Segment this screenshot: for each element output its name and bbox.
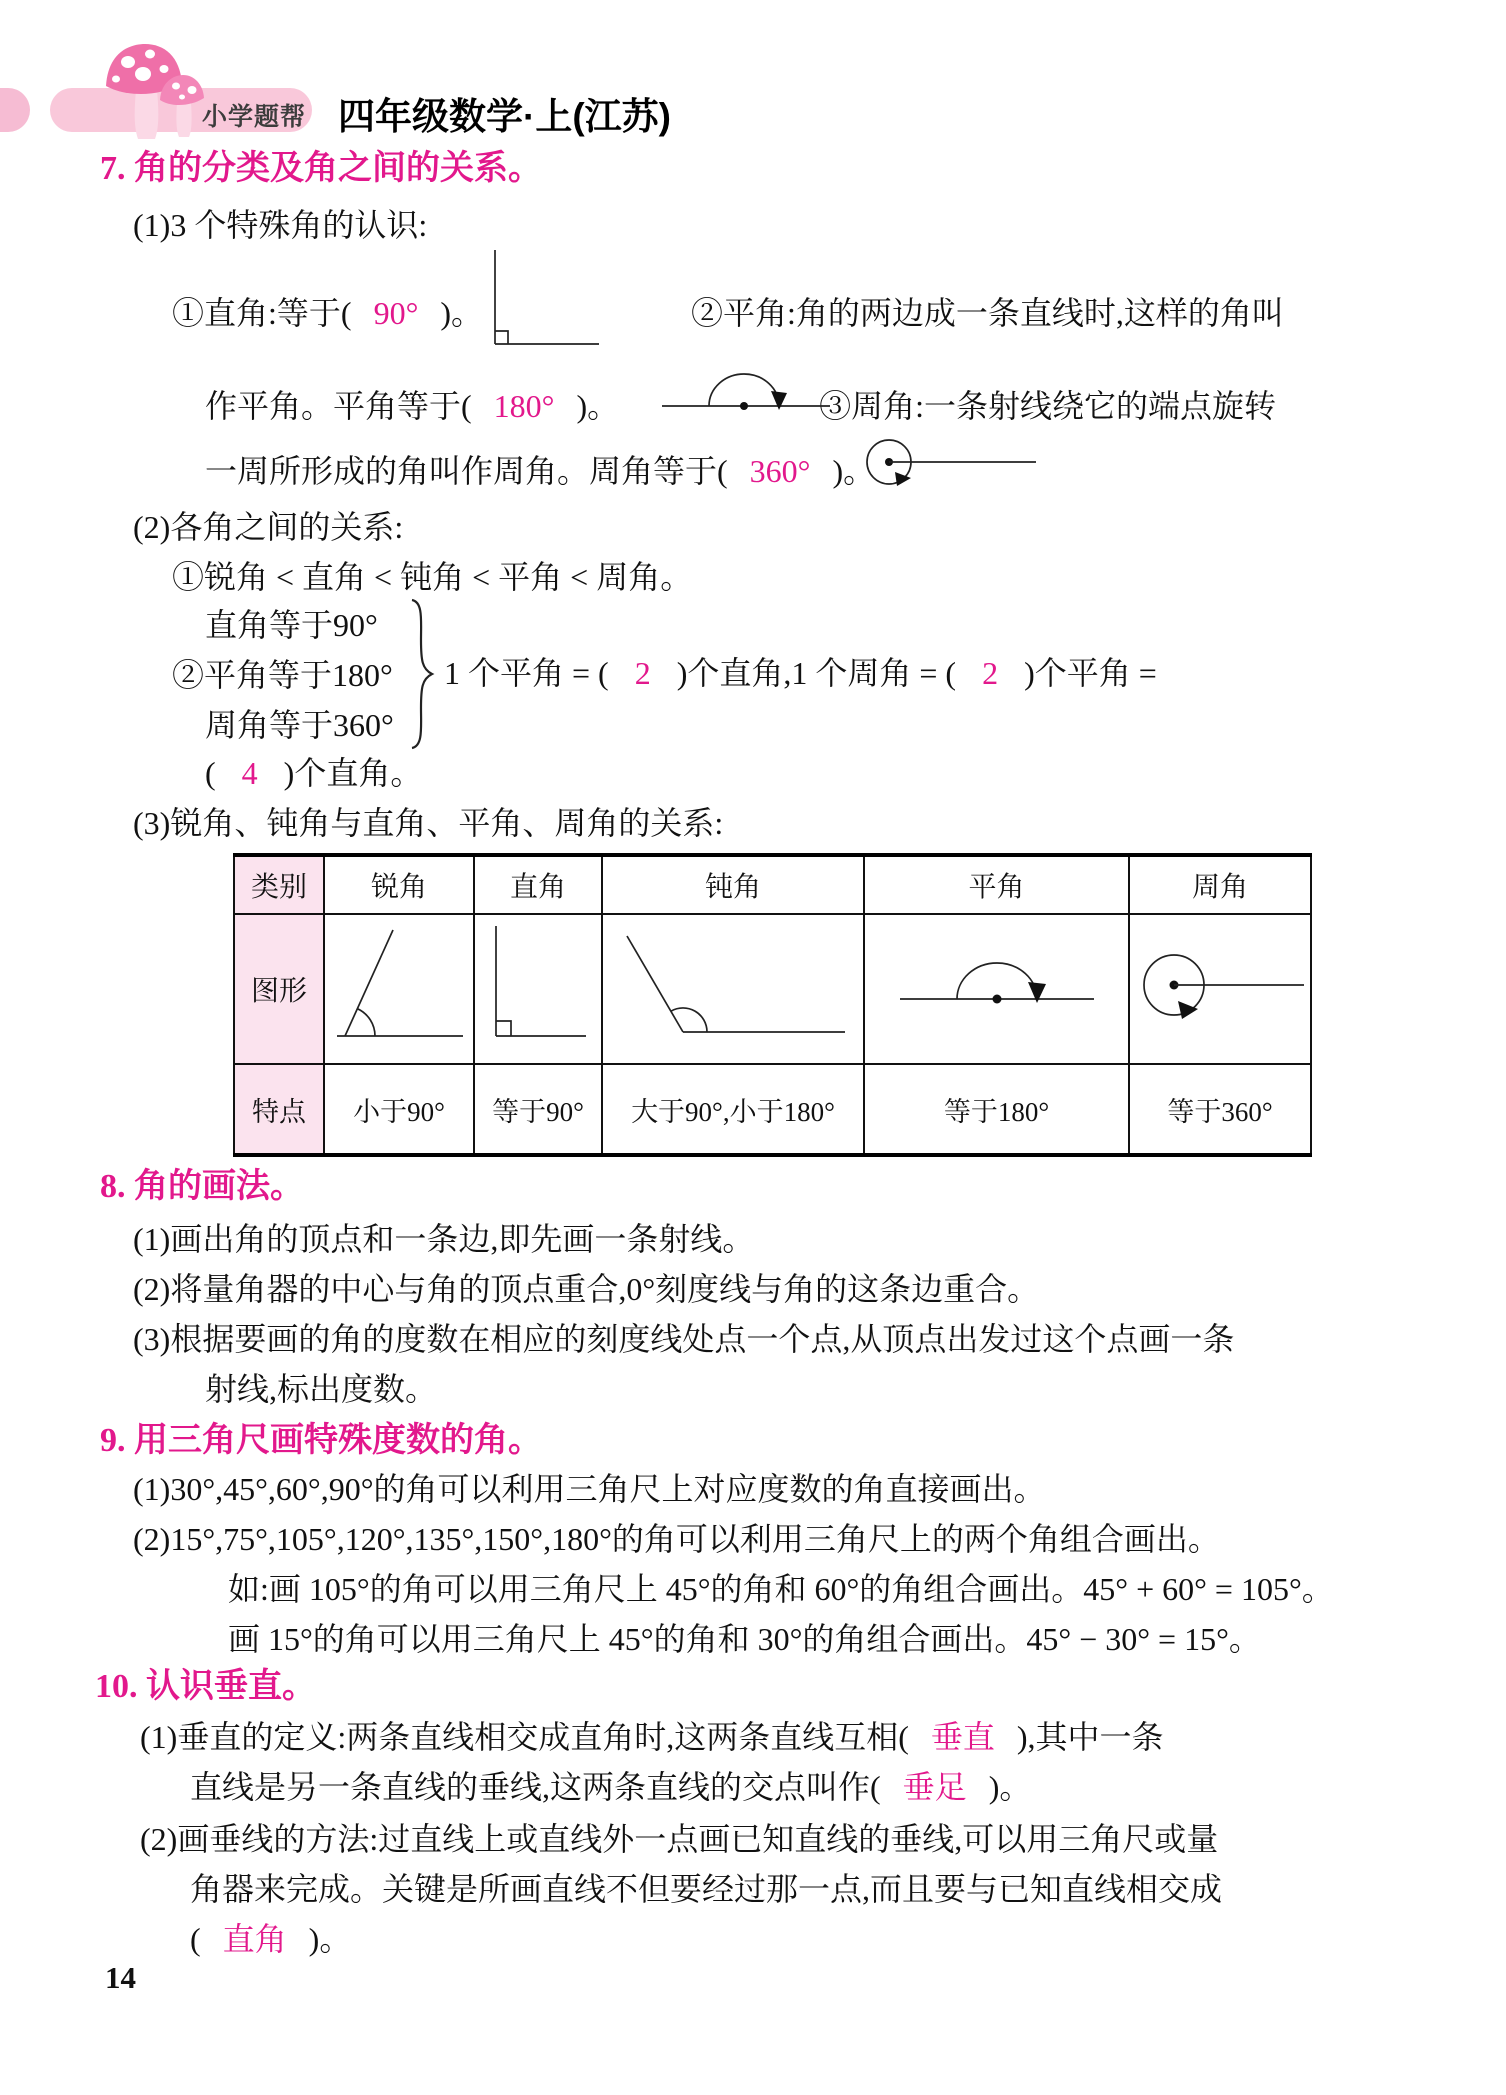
- s7-point-2: (2)各角之间的关系:: [133, 509, 404, 545]
- answer-2-straight-angles: 2: [982, 655, 999, 691]
- s10-method-line-2: 角器来完成。关键是所画直线不但要经过那一点,而且要与已知直线相交成: [190, 1871, 1223, 1907]
- straight-angle-figure-small: [892, 935, 1102, 1035]
- s8-step-3: (3)根据要画的角的度数在相应的刻度线处点一个点,从顶点出发过这个点画一条: [133, 1321, 1235, 1357]
- page-edge-tab: [0, 88, 30, 132]
- answer-foot-of-perpendicular: 垂足: [902, 1769, 967, 1805]
- col-header-right: 直角: [474, 855, 602, 914]
- answer-2-right-angles: 2: [634, 655, 651, 691]
- s7-equation-line-2: [205, 752, 422, 794]
- equation2-end: )个直角。: [283, 755, 423, 791]
- equation-text-end: )个平角 =: [1024, 655, 1157, 691]
- full-angle-text-2: 一周所形成的角叫作周角。周角等于(: [205, 453, 728, 489]
- col-header-full: 周角: [1129, 855, 1311, 914]
- s10-method-line-1: (2)画垂线的方法:过直线上或直线外一点画已知直线的垂线,可以用三角尺或量: [140, 1821, 1219, 1857]
- col-header-straight: 平角: [864, 855, 1129, 914]
- straight-angle-text-2: 作平角。平角等于(: [205, 388, 472, 424]
- s7-equation-line: [444, 652, 1157, 694]
- section-8-title: 8. 角的画法。: [100, 1168, 304, 1205]
- right-angle-figure-small: [482, 922, 594, 1048]
- s7-right-angle-line: [172, 292, 1284, 334]
- s9-point-1: (1)30°,45°,60°,90°的角可以利用三角尺上对应度数的角直接画出。: [133, 1471, 1046, 1507]
- answer-4-right-angles: 4: [241, 755, 258, 791]
- full-angle-text-end: )。: [832, 453, 876, 489]
- col-header-category: 类别: [234, 855, 324, 914]
- acute-angle-figure: [329, 922, 469, 1048]
- full-angle-cell: [1129, 914, 1311, 1064]
- right-angle-figure: [487, 248, 602, 356]
- table-figure-row: [234, 914, 1311, 1064]
- section-7-title: 7. 角的分类及角之间的关系。: [100, 150, 542, 187]
- s7-brace-line-3: 周角等于360°: [205, 707, 394, 743]
- brace: [408, 598, 438, 750]
- right-angle-text: ①直角:等于(: [172, 295, 352, 331]
- table-header-row: [234, 855, 1311, 914]
- s9-example-1: 如:画 105°的角可以用三角尺上 45°的角和 60°的角组合画出。45° + 60° = 105°。: [228, 1571, 1334, 1607]
- straight-angle-text-1: ②平角:角的两边成一条直线时,这样的角叫: [691, 295, 1284, 331]
- right-angle-cell: [474, 914, 602, 1064]
- s7-point-3: (3)锐角、钝角与直角、平角、周角的关系:: [133, 805, 724, 841]
- row-label-feature: 特点: [234, 1064, 324, 1155]
- right-angle-blank-open: (: [190, 1921, 201, 1957]
- obtuse-angle-cell: [602, 914, 864, 1064]
- page-number: 14: [105, 1960, 136, 1995]
- s10-method-line-3: [190, 1918, 351, 1960]
- s7-point-1: (1)3 个特殊角的认识:: [133, 207, 428, 243]
- angle-types-table: [233, 853, 1312, 1157]
- s10-definition-line: [140, 1716, 1164, 1758]
- right-angle-text-end: )。: [440, 295, 484, 331]
- feature-right: 等于90°: [474, 1064, 602, 1155]
- feature-straight: 等于180°: [864, 1064, 1129, 1155]
- foot-def-end: )。: [988, 1769, 1032, 1805]
- full-angle-text-1: ③周角:一条射线绕它的端点旋转: [819, 388, 1277, 424]
- s7-brace-line-1: 直角等于90°: [205, 607, 378, 643]
- s9-example-2: 画 15°的角可以用三角尺上 45°的角和 30°的角组合画出。45° − 30° = 15°。: [228, 1621, 1261, 1657]
- foot-def-text: 直线是另一条直线的垂线,这两条直线的交点叫作(: [190, 1769, 881, 1805]
- s8-step-1: (1)画出角的顶点和一条边,即先画一条射线。: [133, 1221, 755, 1257]
- table-feature-row: [234, 1064, 1311, 1155]
- obtuse-angle-figure: [615, 922, 851, 1048]
- s10-definition-line-2: [190, 1766, 1031, 1808]
- acute-angle-cell: [324, 914, 474, 1064]
- logo-text: 小学题帮: [202, 103, 307, 131]
- s8-step-3-cont: 射线,标出度数。: [205, 1371, 438, 1407]
- answer-360-degrees: 360°: [749, 453, 811, 489]
- s8-step-2: (2)将量角器的中心与角的顶点重合,0°刻度线与角的这条边重合。: [133, 1271, 1040, 1307]
- s7-full-angle-line: [205, 450, 875, 492]
- feature-acute: 小于90°: [324, 1064, 474, 1155]
- answer-perpendicular: 垂直: [930, 1719, 995, 1755]
- feature-obtuse: 大于90°,小于180°: [602, 1064, 864, 1155]
- s7-brace-line-2: ②平角等于180°: [172, 657, 393, 693]
- s9-point-2: (2)15°,75°,105°,120°,135°,150°,180°的角可以利用三角尺上的两个角组合画出。: [133, 1521, 1220, 1557]
- equation-text-mid: )个直角,1 个周角 = (: [676, 655, 957, 691]
- straight-angle-figure: [660, 362, 832, 416]
- equation2-open: (: [205, 755, 216, 791]
- section-10-title: 10. 认识垂直。: [95, 1668, 316, 1705]
- straight-angle-cell: [864, 914, 1129, 1064]
- col-header-obtuse: 钝角: [602, 855, 864, 914]
- right-angle-blank-end: )。: [308, 1921, 352, 1957]
- perpendicular-def-text: (1)垂直的定义:两条直线相交成直角时,这两条直线互相(: [140, 1719, 909, 1755]
- answer-right-angle: 直角: [222, 1921, 287, 1957]
- book-title: 四年级数学·上(江苏): [338, 96, 671, 137]
- answer-90-degrees: 90°: [373, 295, 419, 331]
- s7-angle-order: ①锐角 < 直角 < 钝角 < 平角 < 周角。: [172, 559, 693, 595]
- answer-180-degrees: 180°: [493, 388, 555, 424]
- full-angle-figure: [862, 430, 1040, 494]
- col-header-acute: 锐角: [324, 855, 474, 914]
- section-9-title: 9. 用三角尺画特殊度数的角。: [100, 1422, 542, 1459]
- perpendicular-def-end: ),其中一条: [1016, 1719, 1164, 1755]
- feature-full: 等于360°: [1129, 1064, 1311, 1155]
- row-label-figure: 图形: [234, 914, 324, 1064]
- straight-angle-text-end: )。: [576, 388, 620, 424]
- full-angle-figure-small: [1132, 929, 1308, 1041]
- equation-text: 1 个平角 = (: [444, 655, 609, 691]
